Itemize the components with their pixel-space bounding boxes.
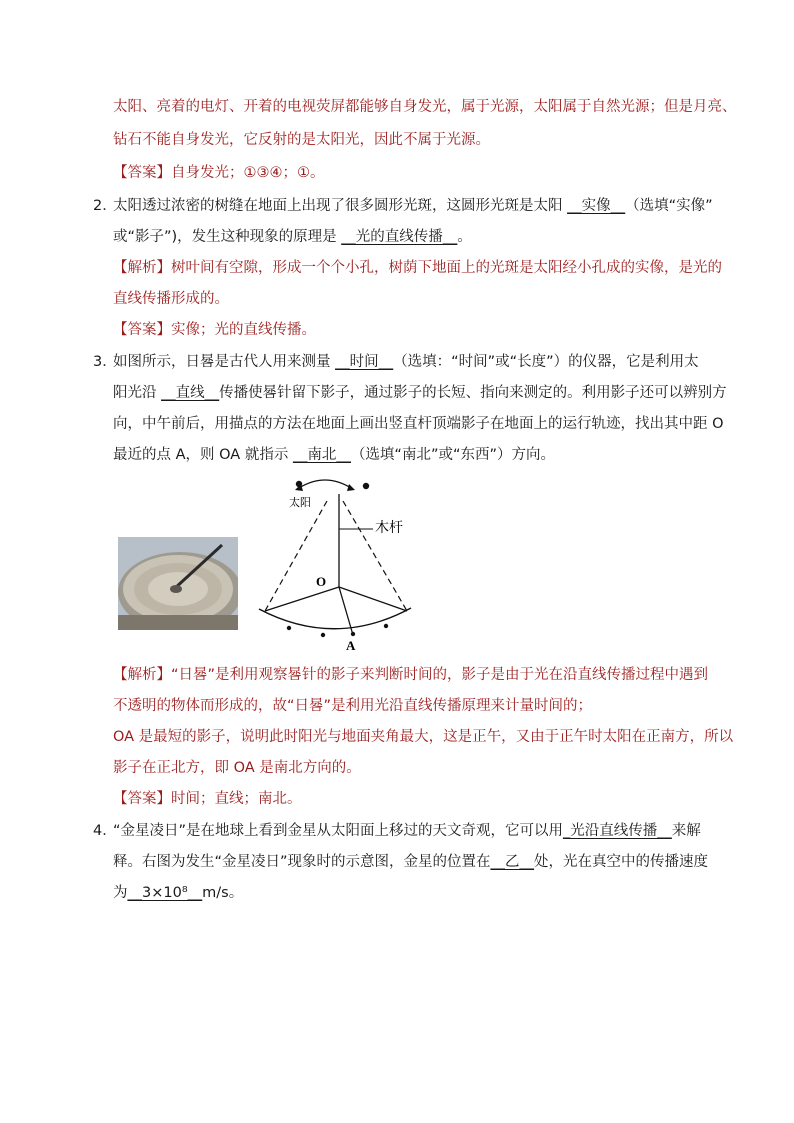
- analysis-tag: 【解析】: [113, 260, 171, 276]
- q-text: 为: [113, 885, 128, 901]
- q-text: 释。右图为发生“金星凌日”现象时的示意图，金星的位置在: [113, 854, 491, 870]
- q-text: 如图所示，日晷是古代人用来测量: [113, 354, 331, 370]
- q-text: 。: [457, 229, 472, 245]
- analysis-text: 树叶间有空隙，形成一个个小孔，树荫下地面上的光斑是太阳经小孔成的实像，是光的: [171, 260, 722, 276]
- pole-label: 木杆: [375, 519, 403, 535]
- q-text: （选填：“时间”或“长度”）的仪器，它是利用太: [393, 354, 699, 370]
- q-text: （选填“南北”或“东西”）方向。: [350, 447, 555, 463]
- answer-text: 自身发光；①③④；①。: [171, 165, 325, 181]
- q-text: 处，光在真空中的传播速度: [534, 854, 709, 870]
- analysis-line: [113, 258, 722, 278]
- q-text: 来解: [671, 823, 701, 839]
- text-line: 钻石不能自身发光，它反射的是太阳光，因此不属于光源。: [113, 132, 490, 148]
- fill-answer: __3×10⁸__: [127, 885, 203, 901]
- q-text: 传播使晷针留下影子，通过影子的长短、指向来测定的。利用影子还可以辨别方: [219, 385, 727, 401]
- question-number: 3．: [93, 354, 117, 370]
- question-line: [113, 383, 727, 403]
- question-line: [113, 883, 243, 903]
- q-text: 最近的点 A，则 OA 就指示: [113, 447, 289, 463]
- analysis-line: 影子在正北方，即 OA 是南北方向的。: [113, 760, 361, 776]
- question-line: [113, 821, 701, 841]
- q-text: “金星凌日”是在地球上看到金星从太阳面上移过的天文奇观，它可以用: [113, 823, 564, 839]
- sun-icon: [296, 481, 302, 487]
- answer-line: [113, 163, 325, 183]
- question-line: [113, 445, 555, 465]
- q-text: （选填“实像”: [625, 198, 713, 214]
- analysis-line: [113, 665, 708, 685]
- fill-answer: __时间__: [335, 354, 394, 370]
- fill-answer: __实像__: [567, 198, 626, 214]
- point-o-label: O: [316, 574, 327, 589]
- point-a-label: A: [346, 638, 356, 653]
- question-line: [113, 227, 472, 247]
- q-text: 太阳透过浓密的树缝在地面上出现了很多圆形光斑，这圆形光斑是太阳: [113, 198, 563, 214]
- sun-icon: [363, 483, 369, 489]
- shadow-diagram: [255, 474, 425, 654]
- q-text: 阳光沿: [113, 385, 157, 401]
- q-text: 或“影子”)，发生这种现象的原理是: [113, 229, 337, 245]
- analysis-line: 直线传播形成的。: [113, 291, 229, 307]
- answer-tag: 【答案】: [113, 322, 171, 338]
- answer-text: 时间；直线；南北。: [171, 791, 302, 807]
- sun-label: 太阳: [289, 497, 311, 509]
- fill-answer: _光沿直线传播__: [563, 823, 672, 839]
- fill-answer: __南北__: [292, 447, 351, 463]
- fill-answer: __乙__: [490, 854, 535, 870]
- text-line: 太阳、亮着的电灯、开着的电视荧屏都能够自身发光，属于光源，太阳属于自然光源；但是月亮、: [113, 99, 737, 115]
- answer-line: [113, 789, 302, 809]
- analysis-text: “日晷”是利用观察晷针的影子来判断时间的，影子是由于光在沿直线传播过程中遇到: [171, 667, 709, 683]
- q-text: m/s。: [202, 885, 244, 901]
- question-line: 向，中午前后，用描点的方法在地面上画出竖直杆顶端影子在地面上的运行轨迹，找出其中距 O: [113, 416, 724, 432]
- question-number: 2．: [93, 198, 117, 214]
- analysis-line: OA 是最短的影子，说明此时阳光与地面夹角最大，这是正午，又由于正午时太阳在正南方，所以: [113, 729, 734, 745]
- answer-line: [113, 320, 316, 340]
- answer-tag: 【答案】: [113, 165, 171, 181]
- answer-tag: 【答案】: [113, 791, 171, 807]
- analysis-line: 不透明的物体而形成的，故“日晷”是利用光沿直线传播原理来计量时间的；: [113, 698, 593, 714]
- sundial-photo: [118, 537, 238, 630]
- question-line: [113, 196, 713, 216]
- fill-answer: __光的直线传播__: [341, 229, 458, 245]
- fill-answer: __直线__: [161, 385, 220, 401]
- answer-text: 实像；光的直线传播。: [171, 322, 316, 338]
- analysis-tag: 【解析】: [113, 667, 171, 683]
- question-line: [113, 352, 699, 372]
- question-number: 4．: [93, 823, 117, 839]
- question-line: [113, 852, 708, 872]
